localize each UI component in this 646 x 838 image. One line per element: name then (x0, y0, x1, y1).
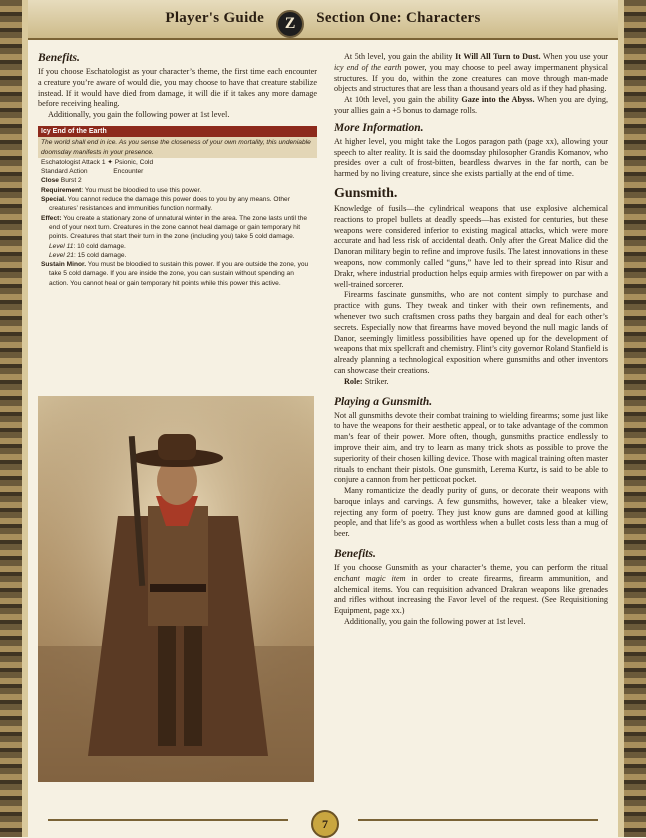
power-sustain (38, 260, 317, 288)
power-range-value: Burst 2 (58, 177, 82, 185)
header-book-title: Player's Guide (165, 10, 265, 26)
power-requirement-text: : You must be bloodied to use this power. (81, 186, 202, 194)
power-special (38, 195, 317, 214)
right-decorative-border (618, 0, 646, 837)
header-section-title: Section One: Characters (316, 10, 481, 26)
level-5-power-name: icy end of the earth (334, 62, 402, 72)
level-5-ability-name: It Will All Turn to Dust. (455, 52, 541, 61)
power-title: Icy End of the Earth (38, 126, 317, 137)
more-information-heading: More Information. (334, 121, 424, 134)
gunsmith-figure-art (38, 396, 314, 782)
footer-ornament-left (48, 819, 288, 821)
power-level-21-text: : 15 cold damage. (73, 251, 127, 259)
eschatologist-benefits-text: If you choose Eschatologist as your character’s theme, the first time each encounter a creature you’re aware of would die, you may choose to have that creature stabilize instead. If it would have died from damage, it will die if it takes any more damage before receiving healing. (38, 67, 317, 109)
zeitgeist-logo-icon: Z (276, 10, 304, 38)
power-flavor-text: The world shall end in ice. As you sense the closeness of your own mortality, this undeniable doomsday manifests in your presence. (38, 137, 317, 158)
gunsmith-benefits-text-c: in order to create firearms, firearm ammunition, and alchemical items. You can requisition advanced Drakran weapons like grenades and rifles without increasing the Favor level of the request. (See Requisitioning Equipment, page xx.) (334, 573, 608, 616)
eschatologist-benefits-heading: Benefits. (38, 52, 80, 64)
right-column (334, 52, 608, 628)
power-effect-label: Effect: (41, 214, 62, 222)
power-sustain-label: Sustain Minor. (41, 261, 87, 269)
power-level-21 (38, 251, 317, 260)
level-5-text-e: power, you may choose to peel away impermanent physical structures. If you do, within the zone creatures can move through man-made objects and structures that are less than a thousand years old as if they had phasing. (334, 62, 608, 94)
footer-ornament-right (358, 819, 598, 821)
gunsmith-heading: Gunsmith. (334, 185, 398, 201)
power-range-label: Close (41, 177, 59, 185)
level-10-text-c: When you are dying, your allies gain a +5 bonus to damage rolls. (334, 95, 609, 115)
power-level-11-label: Level 11 (49, 242, 74, 250)
power-level-11 (38, 242, 317, 251)
left-column (38, 52, 317, 288)
level-10-text-a: At 10th level, you gain the ability (344, 95, 462, 105)
page-header (28, 0, 618, 40)
power-effect (38, 214, 317, 242)
level-5-text-a: At 5th level, you gain the ability (344, 52, 456, 61)
gunsmith-benefits-power-intro: Additionally, you gain the following power at 1st level. (344, 617, 526, 627)
power-block-icy-end-of-the-earth (38, 126, 317, 288)
power-level-11-text: : 10 cold damage. (73, 242, 126, 250)
power-range (38, 176, 317, 185)
power-level-21-label: Level 21 (49, 251, 74, 259)
power-effect-text: You create a stationary zone of unnatural winter in the area. The zone lasts until the end of your next turn. Creatures in the zone cannot heal damage or gain temporary hit points. Creatures that start their turn in the zone (including you) take 5 cold damage. (49, 214, 307, 241)
page-number: 7 (311, 810, 339, 838)
power-type: Eschatologist Attack 1 ✦ Psionic, Cold (41, 158, 154, 166)
level-5-text-c: When you use your (540, 52, 609, 61)
gunsmith-role (334, 377, 608, 388)
power-requirement (38, 186, 317, 195)
gunsmith-role-label: Role: (344, 376, 363, 386)
power-action: Standard Action (41, 168, 88, 176)
left-decorative-border (0, 0, 28, 837)
power-requirement-label: Requirement (41, 186, 82, 194)
gunsmith-intro-text: Knowledge of fusils—the cylindrical weapons that use explosive alchemical reactions to propel bullets at deadly speeds—has existed for centuries, but these weapons were considered inferior to existing magical attacks, which were more accurate and had less risk of accidental death. Only after the Great Malice did the Danoran military begin to refine and improve fusils. The latest innovations in these weapons, now commonly called “guns,” have led to their spread into Risur and Drakr, where industrial production helps equip armies with firepower on par with a well-trained sorcerer. (334, 203, 608, 289)
gunsmith-benefits-text (334, 563, 608, 617)
playing-a-gunsmith-heading: Playing a Gunsmith. (334, 395, 433, 408)
gunsmith-role-value: Striker. (362, 376, 389, 386)
page-footer (28, 807, 618, 837)
power-special-text: You cannot reduce the damage this power does to you by any means. Other creatures’ resistances and immunities function normally. (49, 196, 290, 213)
gunsmith-firearms-text: Firearms fascinate gunsmiths, who are not content simply to purchase and practice with guns. They tweak and tinker with their own refinements, and whenever two such craftsmen cross paths they bargain and deal for each other’s secrets. Especially now that firearms have moved beyond the null magic lands of Danor, seemingly limitless possibilities have opened up for the development of weapons that mix spellcraft and chemistry. Flint’s city governor Roland Stanfield is already planning a technological exposition where gunsmiths and other inventors can showcase their creations. (334, 290, 608, 375)
power-sustain-text: You must be bloodied to sustain this power. If you are outside the zone, you take 5 cold damage. If you are inside the zone, you can sustain without spending an action. You cannot heal or gain temporary hit points while this power this active. (49, 261, 309, 287)
eschatologist-benefits-power-intro: Additionally, you gain the following power at 1st level. (48, 110, 230, 120)
eschatologist-level-10-text (334, 95, 608, 117)
power-usage: Encounter (113, 168, 144, 176)
gunsmith-ritual-name: enchant magic item (334, 573, 406, 583)
eschatologist-level-5-text (334, 52, 608, 95)
power-special-label: Special. (41, 196, 66, 204)
gunsmith-illustration (38, 396, 314, 782)
level-10-ability-name: Gaze into the Abyss. (461, 95, 535, 105)
header-title (28, 10, 618, 38)
power-action-usage (38, 167, 317, 176)
more-information-text: At higher level, you might take the Logos paragon path (page xx), allowing your speech to alter reality. It is said the doomsday philosopher Grandis Komanov, who presides over a cult of frost-bitten, beardless dwarves in the far north, can be harmed by no living creature, since she exists partially at the end of time. (334, 136, 608, 179)
playing-a-gunsmith-text: Not all gunsmiths devote their combat training to wielding firearms; some just like to have the weapons for their aesthetic appeal, or to take advantage of the common man’s fear of their power. More often, though, gunsmiths practice endlessly to improve their aim, and try to learn as many trick shots as possible to prove the superiority of their chosen killing device. Those with magical training often master rituals to enchant their pistols. One gunsmith, Lerema Kurtz, is said to be able to conjure a cannon from her petticoat pocket. (334, 410, 608, 485)
gunsmith-benefits-heading: Benefits. (334, 548, 376, 561)
gunsmith-benefits-text-a: If you choose Gunsmith as your character’s theme, you can perform the ritual (334, 563, 608, 573)
playing-a-gunsmith-text-2: Many romanticize the deadly purity of guns, or decorate their weapons with baroque inlays and carvings. A few gunsmiths, however, take a bleaker view, rejecting any form of poetry. They just know guns are damned good at killing people, and that life’s as good as worthless when a bullet costs less than a mug of beer. (334, 486, 608, 539)
